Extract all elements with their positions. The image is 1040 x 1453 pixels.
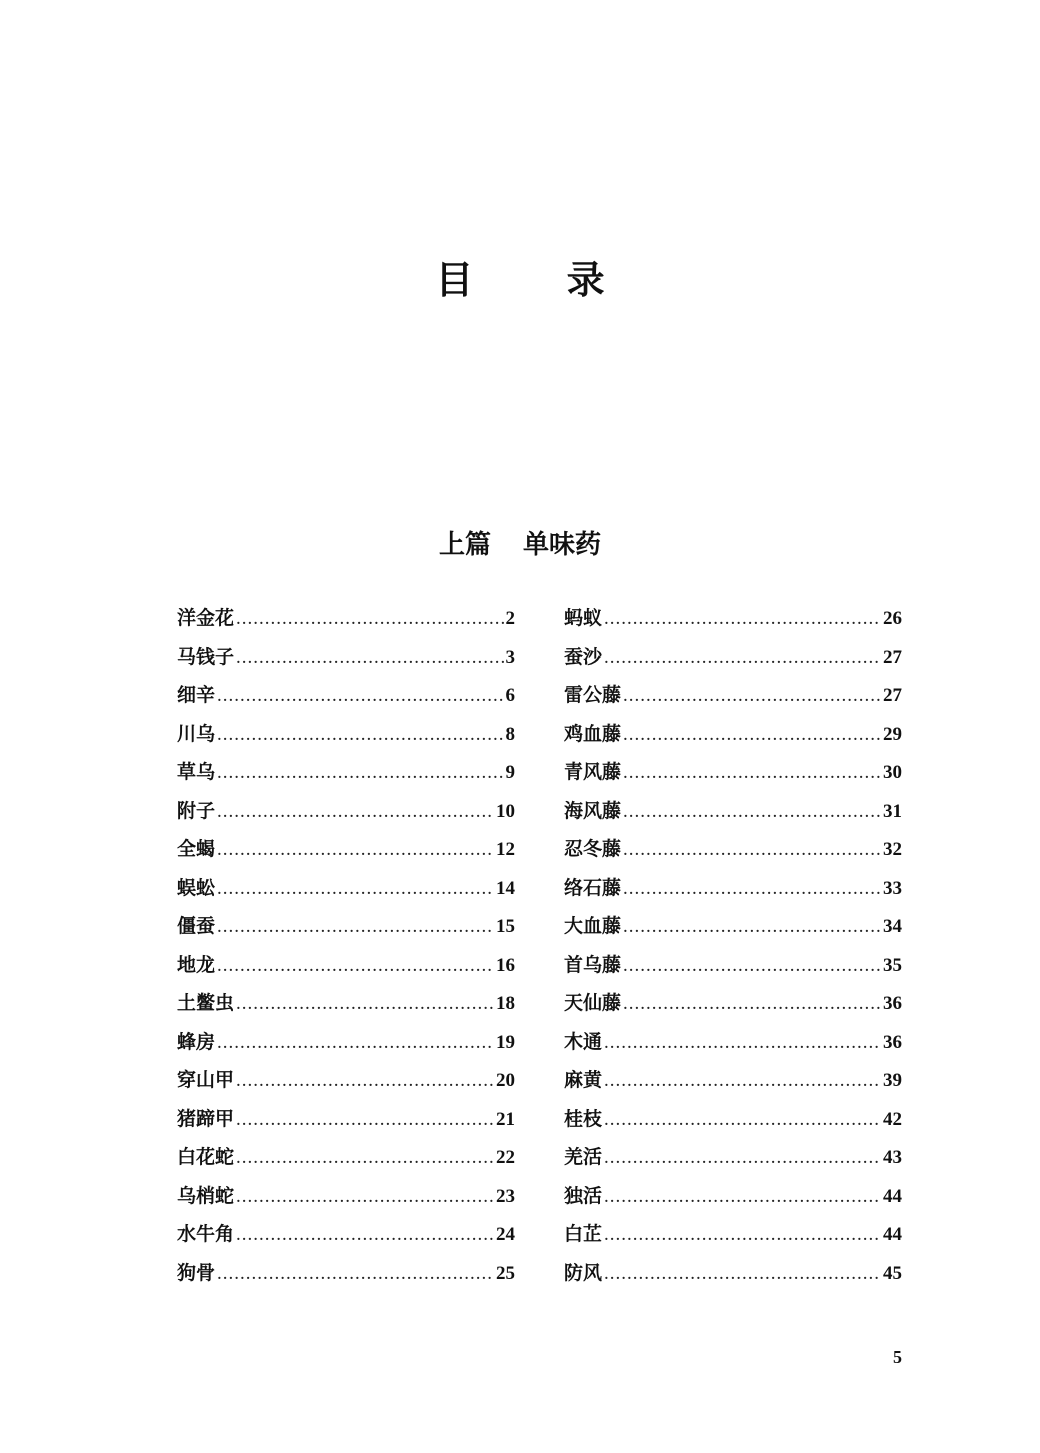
- toc-entry-name: 蜈蚣: [177, 876, 216, 899]
- toc-entry[interactable]: [177, 676, 515, 715]
- toc-entry[interactable]: [177, 1061, 515, 1100]
- toc-entry-page: 23: [496, 1185, 515, 1207]
- toc-entry[interactable]: [564, 792, 902, 831]
- toc-entry-page: 27: [883, 685, 902, 706]
- toc-entry-name: 白芷: [564, 1223, 603, 1245]
- toc-leader-dots: [217, 677, 503, 716]
- toc-leader-dots: [604, 1178, 881, 1217]
- toc-entry-name: 木通: [564, 1030, 603, 1053]
- toc-entry-page: 16: [496, 954, 515, 976]
- toc-entry-name: 乌梢蛇: [177, 1184, 235, 1207]
- toc-leader-dots: [623, 870, 881, 909]
- toc-entry[interactable]: [177, 830, 515, 869]
- toc-entry-page: 2: [505, 608, 515, 629]
- toc-leader-dots: [217, 1024, 494, 1063]
- toc-entry-page: 6: [505, 685, 515, 706]
- toc-entry-page: 8: [505, 723, 515, 745]
- toc-entry-page: 36: [883, 993, 902, 1014]
- toc-entry-page: 35: [883, 954, 902, 976]
- toc-entry-page: 42: [883, 1108, 902, 1130]
- toc-entry-name: 首乌藤: [564, 953, 622, 976]
- toc-entry-page: 19: [496, 1031, 515, 1053]
- toc-entry-name: 防风: [564, 1261, 603, 1284]
- toc-entry-name: 海风藤: [564, 799, 622, 822]
- toc-entry-name: 蜂房: [177, 1030, 216, 1053]
- toc-entry-name: 川乌: [177, 722, 216, 745]
- toc-entry-name: 蚕沙: [564, 645, 603, 668]
- toc-entry[interactable]: [177, 984, 515, 1023]
- toc-entry-name: 土鳖虫: [177, 992, 235, 1014]
- toc-leader-dots: [217, 754, 503, 793]
- toc-leader-dots: [604, 1216, 881, 1255]
- toc-entry-name: 细辛: [177, 684, 216, 706]
- toc-entry-name: 天仙藤: [564, 992, 622, 1014]
- toc-leader-dots: [217, 831, 494, 870]
- toc-entry[interactable]: [177, 1215, 515, 1254]
- toc-leader-dots: [236, 600, 503, 639]
- toc-entry[interactable]: [564, 869, 902, 908]
- toc-entry[interactable]: [177, 946, 515, 985]
- toc-leader-dots: [604, 1062, 881, 1101]
- toc-leader-dots: [236, 1062, 494, 1101]
- toc-entry-name: 狗骨: [177, 1261, 216, 1284]
- toc-leader-dots: [236, 1216, 494, 1255]
- toc-entry[interactable]: [564, 1100, 902, 1139]
- toc-entry-name: 鸡血藤: [564, 722, 622, 745]
- toc-entry-page: 34: [883, 916, 902, 937]
- page-number: 5: [893, 1347, 902, 1367]
- toc-leader-dots: [217, 793, 494, 832]
- toc-entry-name: 雷公藤: [564, 684, 622, 706]
- toc-entry[interactable]: [177, 599, 515, 638]
- toc-entry-page: 9: [505, 762, 515, 783]
- toc-entry-name: 蚂蚁: [564, 607, 603, 629]
- toc-entry-page: 18: [496, 993, 515, 1014]
- toc-leader-dots: [623, 716, 881, 755]
- toc-entry-page: 21: [496, 1108, 515, 1130]
- toc-entry-page: 45: [883, 1262, 902, 1284]
- toc-entry[interactable]: [177, 638, 515, 677]
- toc-entry[interactable]: [177, 1254, 515, 1293]
- toc-column-right: [564, 599, 902, 1292]
- toc-entry-page: 30: [883, 762, 902, 783]
- section-part: 上篇: [438, 530, 491, 560]
- toc-entry-page: 24: [496, 1224, 515, 1245]
- toc-entry[interactable]: [564, 1023, 902, 1062]
- toc-leader-dots: [217, 908, 494, 947]
- toc-entry-page: 33: [883, 877, 902, 899]
- toc-entry-page: 31: [883, 800, 902, 822]
- toc-entry[interactable]: [177, 753, 515, 792]
- toc-entry[interactable]: [564, 907, 902, 946]
- toc-leader-dots: [604, 1255, 881, 1294]
- toc-entry[interactable]: [564, 946, 902, 985]
- toc-leader-dots: [217, 716, 503, 755]
- toc-entry[interactable]: [564, 984, 902, 1023]
- toc-entry[interactable]: [564, 1177, 902, 1216]
- toc-entry-page: 36: [883, 1031, 902, 1053]
- toc-entry[interactable]: [177, 907, 515, 946]
- toc-leader-dots: [236, 1178, 494, 1217]
- toc-entry-name: 附子: [177, 799, 216, 822]
- toc-entry[interactable]: [177, 1138, 515, 1177]
- toc-entry-name: 穿山甲: [177, 1069, 235, 1091]
- toc-leader-dots: [604, 600, 881, 639]
- toc-entry-page: 10: [496, 800, 515, 822]
- toc-entry-name: 水牛角: [177, 1223, 235, 1245]
- toc-entry-name: 麻黄: [564, 1069, 603, 1091]
- toc-entry-page: 26: [883, 608, 902, 629]
- section-name: 单味药: [523, 530, 602, 560]
- toc-entry-page: 32: [883, 839, 902, 860]
- toc-entry[interactable]: [564, 1138, 902, 1177]
- toc-entry-name: 地龙: [177, 953, 216, 976]
- toc-leader-dots: [217, 870, 494, 909]
- toc-entry-name: 全蝎: [177, 838, 216, 860]
- toc-entry-page: 44: [883, 1185, 902, 1207]
- toc-entry[interactable]: [177, 1100, 515, 1139]
- toc-entry-name: 青风藤: [564, 761, 622, 783]
- toc-column-left: [177, 599, 515, 1292]
- toc-leader-dots: [604, 1024, 881, 1063]
- toc-leader-dots: [623, 793, 881, 832]
- toc-leader-dots: [623, 985, 881, 1024]
- toc-entry[interactable]: [564, 638, 902, 677]
- toc-leader-dots: [217, 947, 494, 986]
- toc-entry[interactable]: [564, 1215, 902, 1254]
- toc-entry[interactable]: [177, 1023, 515, 1062]
- toc-entry-page: 3: [505, 646, 515, 668]
- toc-leader-dots: [604, 639, 881, 678]
- toc-entry-page: 43: [883, 1147, 902, 1168]
- toc-entry[interactable]: [177, 1177, 515, 1216]
- toc-entry-page: 22: [496, 1147, 515, 1168]
- toc-leader-dots: [623, 677, 881, 716]
- toc-entry-name: 桂枝: [564, 1107, 603, 1130]
- toc-entry-name: 草乌: [177, 761, 216, 783]
- toc-entry[interactable]: [177, 792, 515, 831]
- toc-entry[interactable]: [564, 676, 902, 715]
- toc-entry-page: 39: [883, 1070, 902, 1091]
- section-title: [0, 527, 1040, 563]
- toc-entry[interactable]: [564, 830, 902, 869]
- toc-entry[interactable]: [564, 715, 902, 754]
- toc-entry[interactable]: [564, 1061, 902, 1100]
- toc-leader-dots: [623, 947, 881, 986]
- toc-leader-dots: [623, 908, 881, 947]
- toc-entry-name: 僵蚕: [177, 915, 216, 937]
- toc-entry-name: 大血藤: [564, 915, 622, 937]
- page-title: 目 录: [435, 257, 645, 302]
- toc-entry-name: 洋金花: [177, 607, 235, 629]
- toc-leader-dots: [623, 754, 881, 793]
- toc-entry-page: 27: [883, 646, 902, 668]
- toc-entry-page: 20: [496, 1070, 515, 1091]
- toc-entry-page: 29: [883, 723, 902, 745]
- toc-entry-page: 14: [496, 877, 515, 899]
- toc-entry-page: 25: [496, 1262, 515, 1284]
- toc-leader-dots: [236, 1139, 494, 1178]
- toc-leader-dots: [623, 831, 881, 870]
- toc-entry[interactable]: [564, 753, 902, 792]
- toc-leader-dots: [236, 985, 494, 1024]
- toc-entry-name: 络石藤: [564, 876, 622, 899]
- toc-entry-name: 白花蛇: [177, 1146, 235, 1168]
- toc-entry-name: 独活: [564, 1184, 603, 1207]
- toc-entry-page: 15: [496, 916, 515, 937]
- toc-entry[interactable]: [564, 599, 902, 638]
- toc-entry-name: 忍冬藤: [564, 838, 622, 860]
- toc-leader-dots: [217, 1255, 494, 1294]
- toc-entry[interactable]: [564, 1254, 902, 1293]
- toc-leader-dots: [236, 1101, 494, 1140]
- toc-entry-name: 羌活: [564, 1146, 603, 1168]
- toc-leader-dots: [604, 1139, 881, 1178]
- toc-entry-page: 12: [496, 839, 515, 860]
- toc-entry-page: 44: [883, 1224, 902, 1245]
- toc-leader-dots: [604, 1101, 881, 1140]
- toc-entry-name: 马钱子: [177, 645, 235, 668]
- toc-entry-name: 猪蹄甲: [177, 1107, 235, 1130]
- toc-entry[interactable]: [177, 715, 515, 754]
- toc-entry[interactable]: [177, 869, 515, 908]
- toc-leader-dots: [236, 639, 503, 678]
